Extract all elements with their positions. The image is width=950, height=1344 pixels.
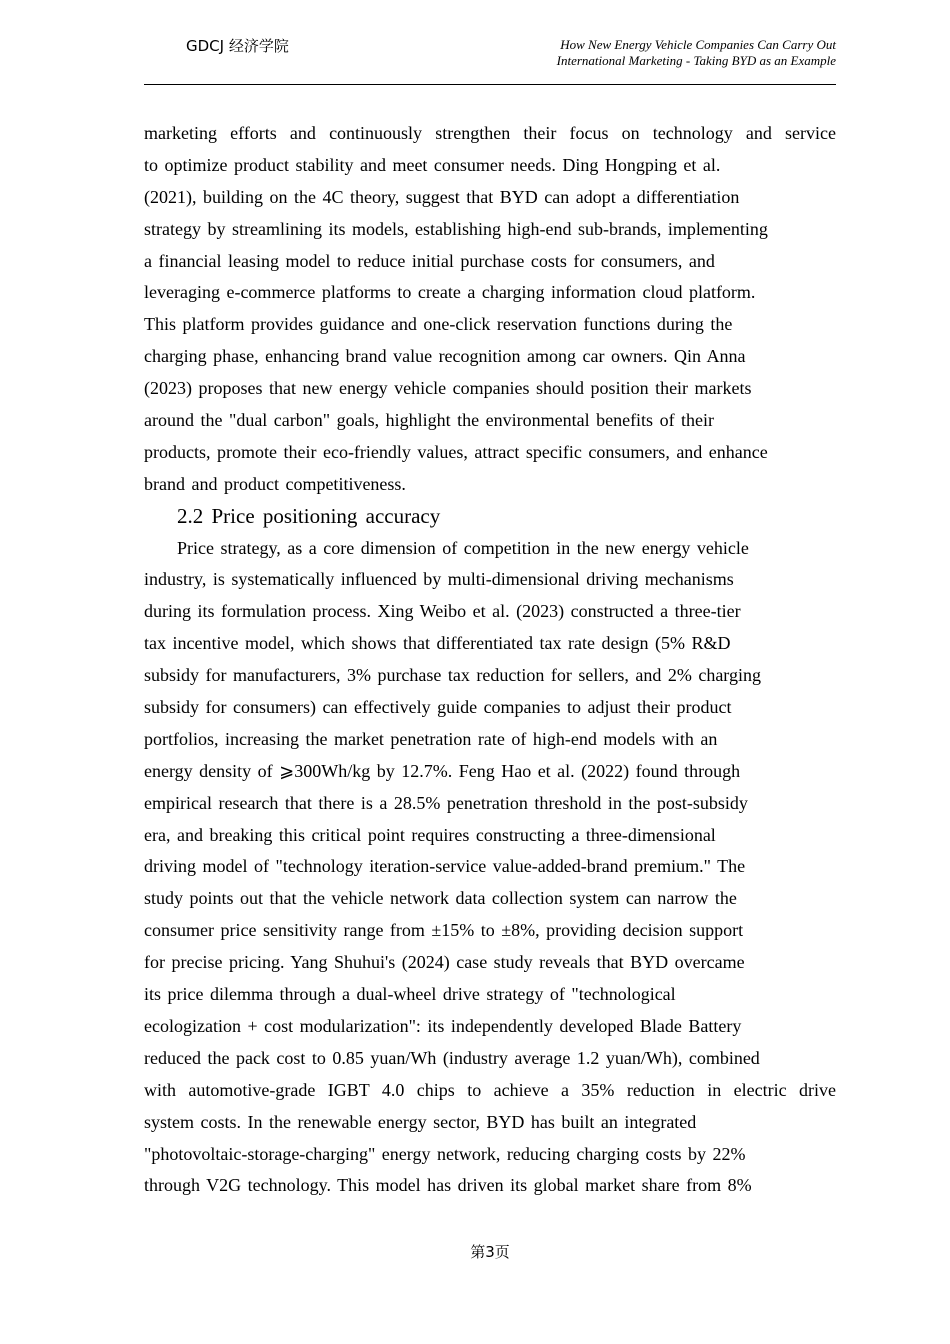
- text-line: its price dilemma through a dual-wheel drive strategy of "technological: [144, 984, 676, 1005]
- text-line: consumer price sensitivity range from ±15% to ±8%, providing decision support: [144, 920, 744, 941]
- text-line: around the "dual carbon" goals, highlight the environmental benefits of their: [144, 410, 715, 431]
- text-line: marketing efforts and continuously strengthen their focus on technology and service: [144, 123, 836, 143]
- header-title: [476, 37, 836, 69]
- header-rule: [144, 84, 836, 85]
- page-number: 第3页: [470, 1243, 510, 1261]
- header-title-line-1: How New Energy Vehicle Companies Can Carry Out: [560, 37, 836, 52]
- text-line: portfolios, increasing the market penetration rate of high-end models with an: [144, 728, 718, 749]
- text-line: tax incentive model, which shows that differentiated tax rate design (5% R&D: [144, 633, 731, 654]
- text-line: energy density of ⩾300Wh/kg by 12.7%. Feng Hao et al. (2022) found through: [144, 760, 741, 781]
- text-line: products, promote their eco-friendly values, attract specific consumers, and enhance: [144, 441, 768, 462]
- paragraph-2: [144, 533, 836, 1203]
- text-line: brand and product competitiveness.: [144, 473, 406, 494]
- text-line: charging phase, enhancing brand value recognition among car owners. Qin Anna: [144, 346, 746, 367]
- text-line: a financial leasing model to reduce initial purchase costs for consumers, and: [144, 250, 715, 271]
- paragraph-1: [144, 118, 836, 501]
- text-line: (2021), building on the 4C theory, suggest that BYD can adopt a differentiation: [144, 186, 740, 207]
- text-line: to optimize product stability and meet consumer needs. Ding Hongping et al.: [144, 154, 721, 175]
- text-line: with automotive-grade IGBT 4.0 chips to achieve a 35% reduction in electric drive: [144, 1079, 836, 1100]
- body-text: [144, 118, 836, 1202]
- text-line: through V2G technology. This model has driven its global market share from 8%: [144, 1175, 752, 1196]
- text-line: era, and breaking this critical point requires constructing a three-dimensional: [144, 824, 716, 845]
- text-line: study points out that the vehicle network data collection system can narrow the: [144, 888, 737, 909]
- header-institution: GDCJ 经济学院: [186, 37, 289, 55]
- text-line: reduced the pack cost to 0.85 yuan/Wh (industry average 1.2 yuan/Wh), combined: [144, 1047, 760, 1068]
- text-line: (2023) proposes that new energy vehicle companies should position their markets: [144, 378, 752, 399]
- text-line: This platform provides guidance and one-click reservation functions during the: [144, 314, 733, 335]
- text-line: for precise pricing. Yang Shuhui's (2024) case study reveals that BYD overcame: [144, 952, 745, 973]
- text-line: leveraging e-commerce platforms to create a charging information cloud platform.: [144, 282, 756, 303]
- text-line: empirical research that there is a 28.5% penetration threshold in the post-subsidy: [144, 792, 748, 813]
- text-line: industry, is systematically influenced by multi-dimensional driving mechanisms: [144, 569, 734, 590]
- text-line: "photovoltaic-storage-charging" energy network, reducing charging costs by 22%: [144, 1143, 746, 1164]
- text-line: subsidy for manufacturers, 3% purchase tax reduction for sellers, and 2% charging: [144, 665, 761, 686]
- text-line: strategy by streamlining its models, establishing high-end sub-brands, implementing: [144, 218, 768, 239]
- text-line: subsidy for consumers) can effectively guide companies to adjust their product: [144, 697, 732, 718]
- header-title-line-2: International Marketing - Taking BYD as an Example: [556, 53, 836, 68]
- section-heading: 2.2 Price positioning accuracy: [177, 503, 441, 528]
- text-line: driving model of "technology iteration-service value-added-brand premium." The: [144, 856, 746, 877]
- text-line: system costs. In the renewable energy sector, BYD has built an integrated: [144, 1111, 697, 1132]
- text-line: during its formulation process. Xing Weibo et al. (2023) constructed a three-tier: [144, 601, 741, 622]
- text-line: ecologization + cost modularization": its independently developed Blade Battery: [144, 1015, 742, 1036]
- text-line: Price strategy, as a core dimension of competition in the new energy vehicle: [177, 537, 749, 558]
